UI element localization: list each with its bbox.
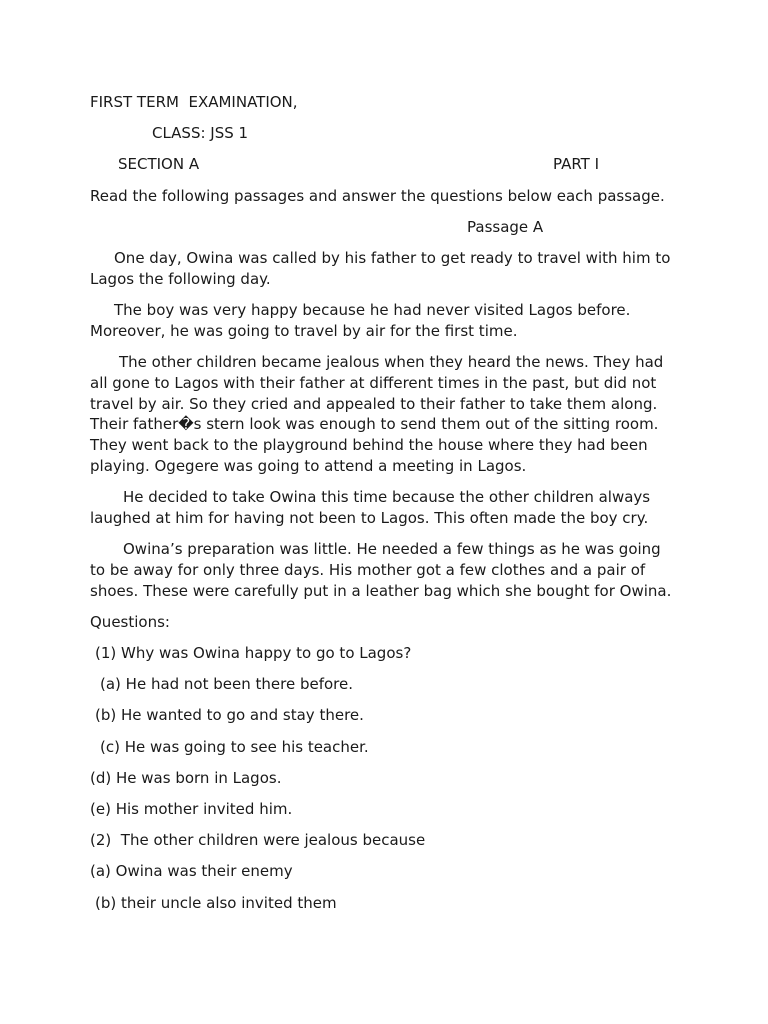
question-2: (2) The other children were jealous because <box>90 831 426 850</box>
questions-heading: Questions: <box>90 612 170 631</box>
question-1-option-a: (a) He had not been there before. <box>100 675 354 694</box>
passage-paragraph-4: He decided to take Owina this time because the other children always laughed at him for having not been to Lagos. This often made the boy cry. <box>90 488 651 527</box>
passage-paragraph-5: Owina’s preparation was little. He needed a few things as he was going to be away for only three days. His mother got a few clothes and a pair of shoes. These were carefully put in a leather bag which she bought for Owina. <box>90 540 672 600</box>
question-2-option-a: (a) Owina was their enemy <box>90 862 293 881</box>
question-1-option-c: (c) He was going to see his teacher. <box>100 737 369 756</box>
part-label: PART I <box>553 155 600 174</box>
question-2-option-b: (b) their uncle also invited them <box>95 893 337 912</box>
class-label: CLASS: JSS 1 <box>152 124 249 143</box>
question-1-option-b: (b) He wanted to go and stay there. <box>95 706 364 725</box>
question-1: (1) Why was Owina happy to go to Lagos? <box>95 644 412 663</box>
section-label: SECTION A <box>118 155 200 174</box>
section-row <box>90 154 680 175</box>
passage-paragraph-1: One day, Owina was called by his father to get ready to travel with him to Lagos the following day. <box>90 248 671 288</box>
exam-content <box>90 92 680 924</box>
question-1-option-d: (d) He was born in Lagos. <box>90 768 282 787</box>
question-1-option-e: (e) His mother invited him. <box>90 799 293 818</box>
passage-paragraph-3: The other children became jealous when they heard the news. They had all gone to Lagos with their father at different times in the past, but did not travel by air. So they cried and appealed to their father to take them along. Their father�s stern look was enough to send them out of the sitting room. They went back to the playground behind the house where they had been playing. Ogegere was going to attend a meeting in Lagos. <box>90 352 664 475</box>
exam-title: FIRST TERM EXAMINATION, <box>90 93 298 111</box>
passage-paragraph-2: The boy was very happy because he had never visited Lagos before. Moreover, he was going to travel by air for the first time. <box>90 300 631 340</box>
instruction: Read the following passages and answer the questions below each passage. <box>90 186 665 205</box>
passage-title: Passage A <box>467 217 544 236</box>
